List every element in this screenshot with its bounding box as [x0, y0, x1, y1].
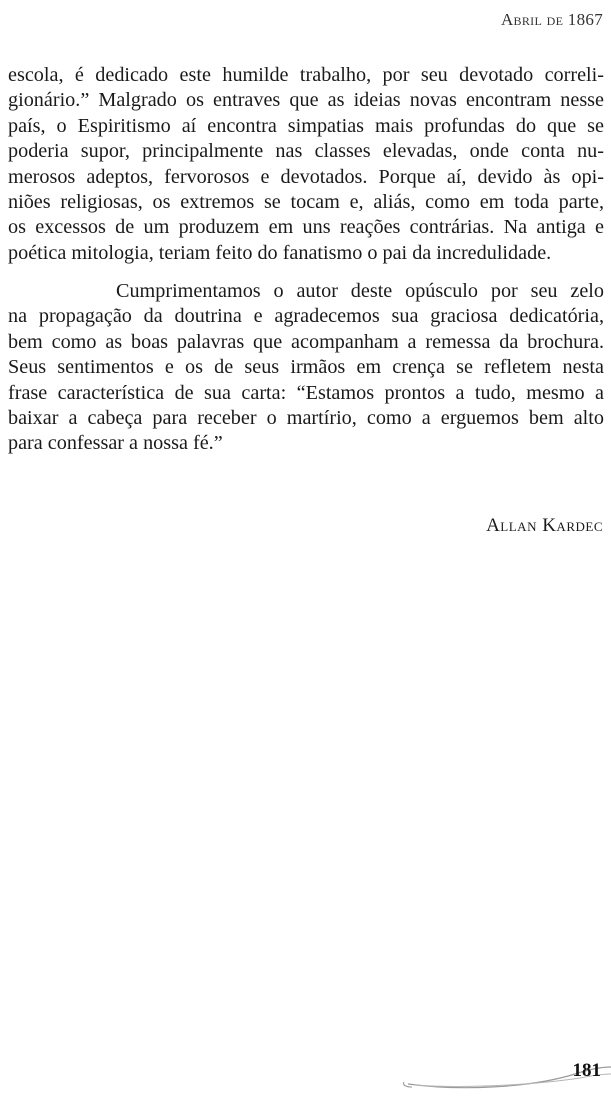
text-line: Seus sentimentos e os de seus irmãos em crença se refletem nesta: [8, 356, 604, 379]
text-line: baixar a cabeça para receber o martírio, como a erguemos bem alto: [8, 407, 604, 430]
text-line: merosos adeptos, fervorosos e devotados. Porque aí, devido às opi-: [8, 165, 604, 188]
page-number: 181: [572, 1060, 601, 1081]
text-line: Cumprimentamos o autor deste opúsculo por seu zelo: [116, 280, 604, 302]
text-line: poderia supor, principalmente nas classes elevadas, onde conta nu-: [8, 140, 604, 163]
page-footer: [400, 1058, 611, 1094]
text-line: bem como as boas palavras que acompanham a remessa da brochura.: [8, 330, 604, 353]
text-line: para confessar a nossa fé.”: [8, 432, 223, 455]
text-line: na propagação da doutrina e agradecemos sua graciosa dedicatória,: [8, 305, 604, 328]
running-head: Abril de 1867: [500, 10, 603, 29]
text-line: poética mitologia, teriam feito do fanatismo o pai da incredulidade.: [8, 241, 552, 264]
author-signature: Allan Kardec: [486, 515, 603, 536]
paragraph-1: [8, 63, 604, 266]
text-line: país, o Espiritismo aí encontra simpatias mais profundas do que se: [8, 114, 604, 137]
text-line: escola, é dedicado este humilde trabalho, por seu devotado correli-: [8, 64, 604, 86]
text-line: frase característica de sua carta: “Estamos prontos a tudo, mesmo a: [8, 381, 604, 404]
paragraph-2: [8, 279, 604, 457]
text-line: os excessos de um produzem em uns reações contrárias. Na antiga e: [8, 216, 604, 239]
text-line: gionário.” Malgrado os entraves que as ideias novas encontram nesse: [8, 89, 604, 112]
text-line: niões religiosas, os extremos se tocam e, aliás, como em toda parte,: [8, 191, 604, 214]
